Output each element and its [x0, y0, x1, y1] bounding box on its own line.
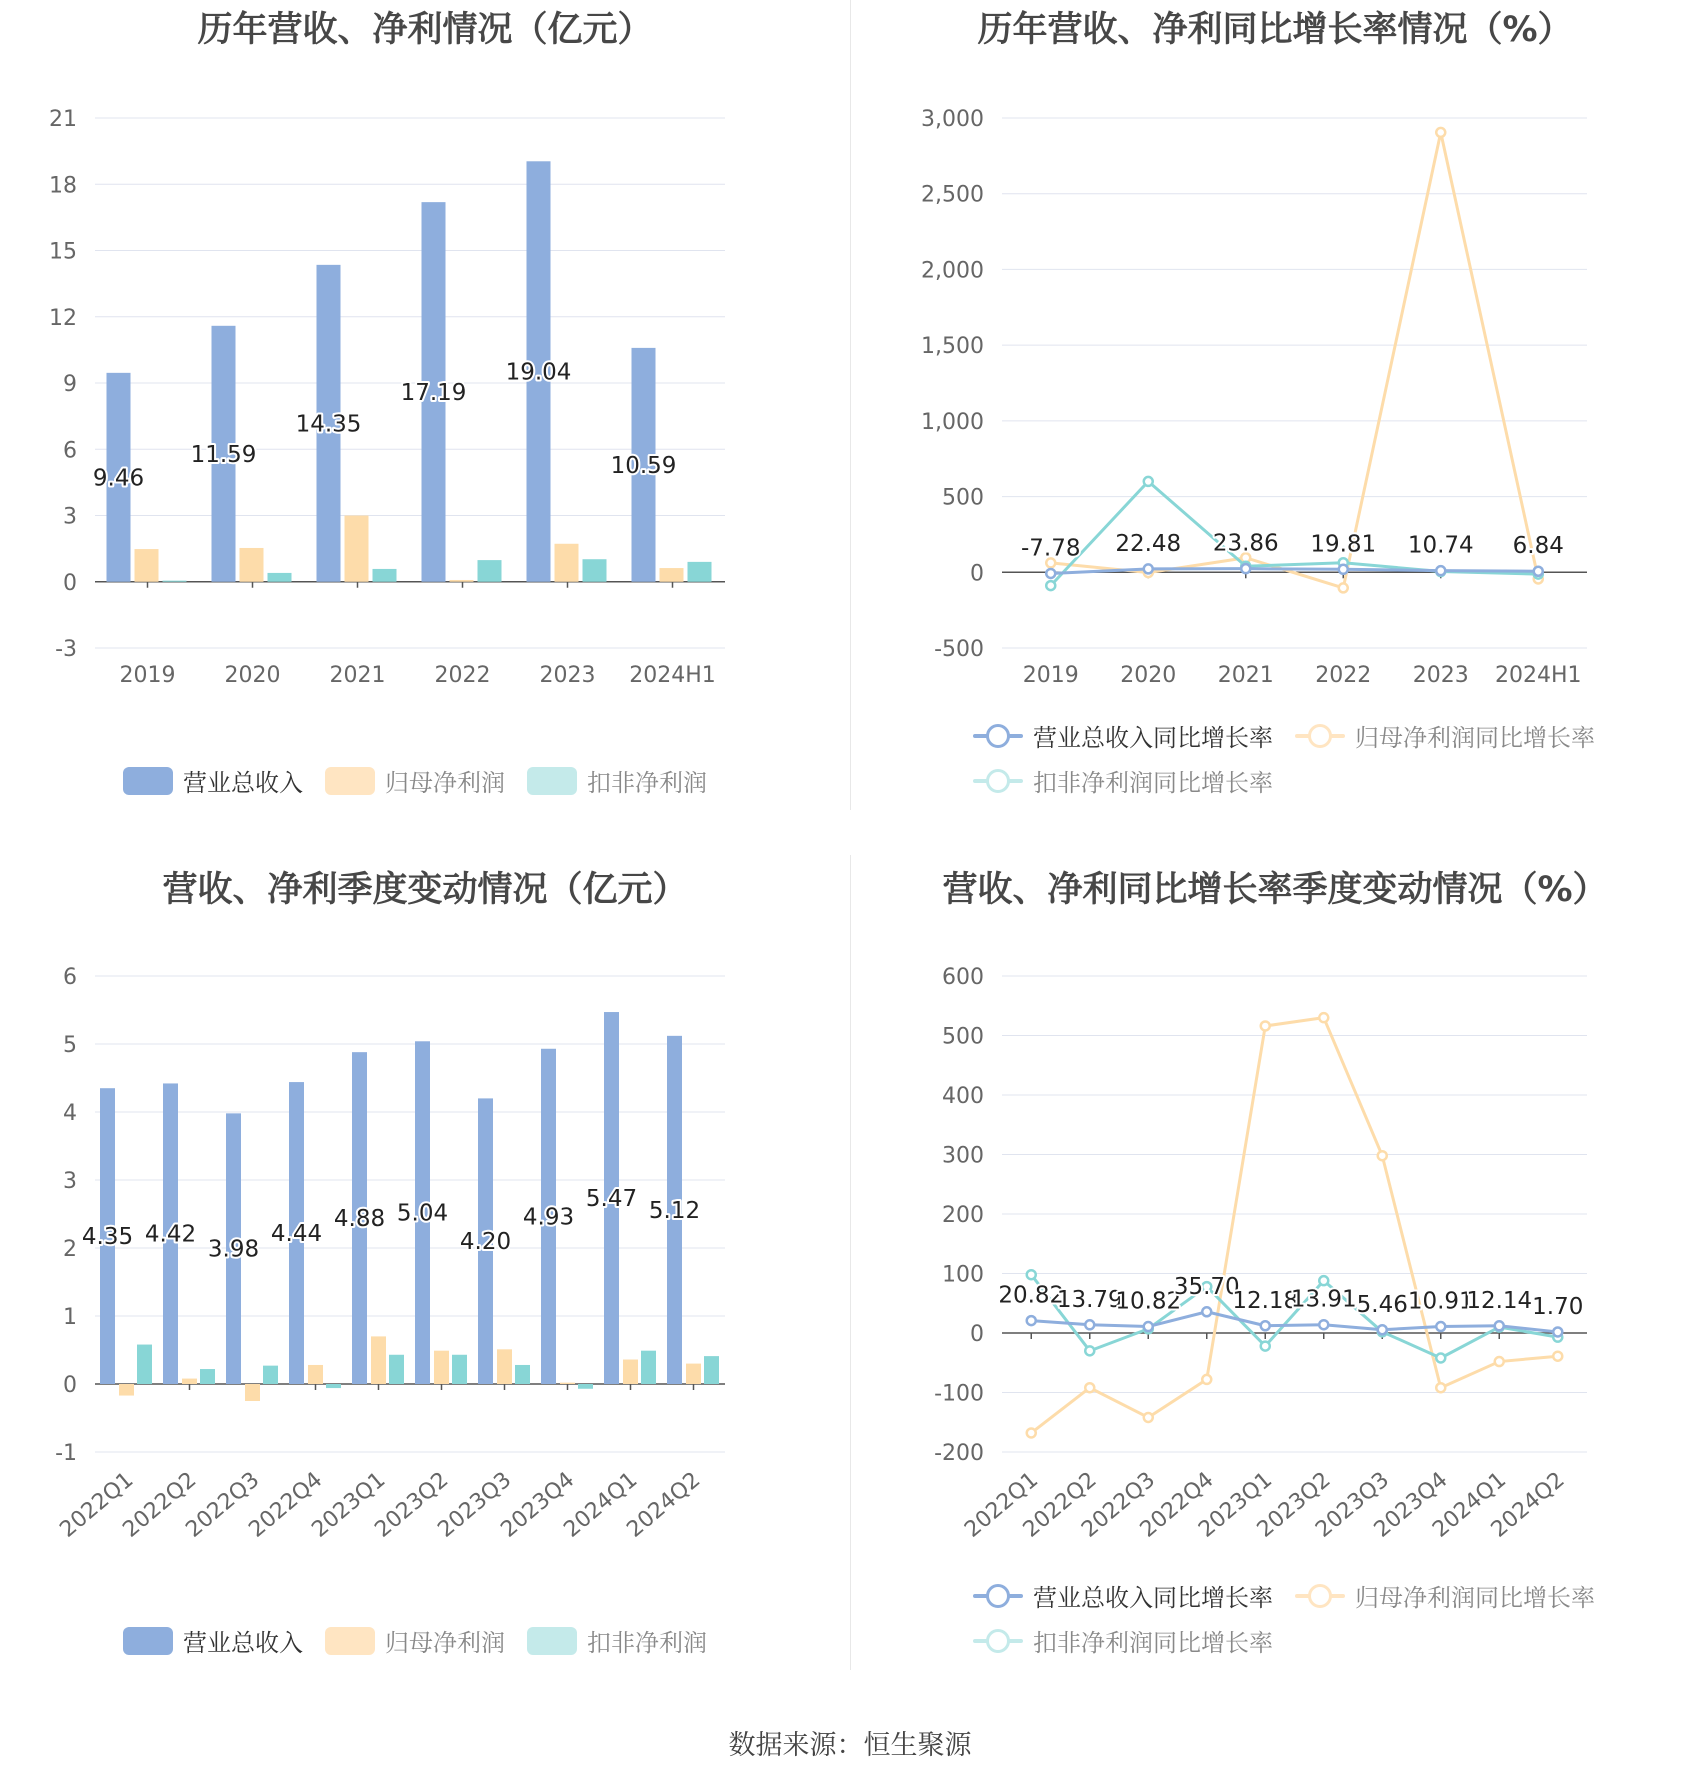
bar-deducted-profit	[704, 1356, 719, 1384]
vertical-divider	[850, 855, 851, 1670]
legend-swatch	[1295, 722, 1345, 750]
annual-growth-panel	[850, 0, 1700, 800]
data-point	[1495, 1321, 1504, 1330]
data-point	[1319, 1276, 1328, 1285]
data-point	[1085, 1320, 1094, 1329]
bar-net-profit	[245, 1384, 260, 1401]
y-tick-label: 200	[942, 1203, 984, 1228]
legend-item-revenue-growth[interactable]	[973, 1578, 1273, 1613]
data-label: 10.82	[1115, 1288, 1182, 1315]
data-label: 14.35	[295, 411, 362, 438]
legend-swatch	[527, 1627, 577, 1655]
x-tick-label: 2019	[119, 663, 176, 688]
y-tick-label: 2,500	[921, 182, 984, 208]
data-label: 9.46	[92, 465, 145, 492]
y-tick-label: 6	[63, 965, 77, 990]
x-tick-label: 2022Q2	[1018, 1467, 1102, 1543]
data-point	[1553, 1327, 1562, 1336]
legend-swatch	[527, 767, 577, 795]
data-label: -7.78	[1020, 535, 1081, 562]
x-tick-label: 2022Q3	[181, 1467, 265, 1543]
data-point	[1144, 1322, 1153, 1331]
x-tick-label: 2024H1	[1494, 663, 1582, 688]
bar-deducted-profit	[578, 1384, 593, 1389]
x-tick-label: 2023Q3	[433, 1467, 517, 1543]
data-point	[1339, 565, 1348, 574]
data-label: 20.82	[998, 1282, 1065, 1309]
legend-swatch	[973, 1627, 1023, 1655]
data-label: 3.98	[207, 1236, 260, 1263]
chart-title: 历年营收、净利情况（亿元）	[197, 10, 653, 50]
legend-label: 营业总收入同比增长率	[1033, 1584, 1273, 1612]
y-tick-label: 400	[942, 1084, 984, 1109]
data-label: 4.88	[333, 1206, 386, 1233]
data-point	[1319, 1320, 1328, 1329]
bar-deducted-profit	[389, 1355, 404, 1384]
legend-label: 扣非净利润同比增长率	[1033, 769, 1273, 797]
legend-item-deducted-profit-growth[interactable]	[973, 763, 1273, 798]
y-tick-label: 500	[942, 485, 984, 511]
data-point	[1436, 1383, 1445, 1392]
legend-label: 归母净利润同比增长率	[1355, 1584, 1595, 1612]
x-tick-label: 2023Q1	[1194, 1467, 1278, 1543]
data-point	[1144, 564, 1153, 573]
data-point	[1027, 1316, 1036, 1325]
data-point	[1027, 1270, 1036, 1279]
chart-title: 营收、净利季度变动情况（亿元）	[162, 870, 688, 910]
bar-deducted-profit	[268, 573, 292, 582]
y-tick-label: 1,000	[921, 409, 984, 435]
x-tick-label: 2022Q4	[1135, 1467, 1219, 1543]
y-tick-label: 18	[49, 173, 77, 199]
data-label: 35.70	[1173, 1273, 1240, 1300]
legend-item-net-profit[interactable]	[325, 763, 505, 798]
x-tick-label: 2022Q4	[244, 1467, 328, 1543]
y-tick-label: 0	[63, 1373, 77, 1398]
bar-net-profit	[434, 1351, 449, 1384]
bar-deducted-profit	[478, 560, 502, 582]
data-label: 19.81	[1310, 531, 1377, 558]
data-label: 12.18	[1232, 1287, 1299, 1314]
chart-title: 营收、净利同比增长率季度变动情况（%）	[942, 870, 1608, 910]
y-tick-label: 0	[970, 1322, 984, 1347]
y-tick-label: 3	[63, 1169, 77, 1194]
bar-deducted-profit	[641, 1351, 656, 1384]
vertical-divider	[850, 0, 851, 810]
bar-deducted-profit	[263, 1366, 278, 1384]
y-tick-label: -1	[55, 1441, 77, 1466]
legend-label: 扣非净利润	[587, 769, 707, 797]
data-point	[1495, 1357, 1504, 1366]
bar-net-profit	[450, 580, 474, 582]
legend-swatch	[123, 1627, 173, 1655]
data-label: 13.91	[1290, 1286, 1357, 1313]
x-tick-label: 2024Q1	[1428, 1467, 1512, 1543]
y-tick-label: 6	[63, 438, 77, 464]
series-line-net-profit-growth	[1031, 1018, 1558, 1433]
data-label: 5.47	[585, 1186, 638, 1213]
legend-label: 归母净利润	[385, 1629, 505, 1657]
bar-deducted-profit	[326, 1384, 341, 1388]
y-tick-label: 100	[942, 1262, 984, 1288]
y-tick-label: 1,500	[921, 334, 984, 360]
legend-swatch	[973, 1582, 1023, 1610]
y-tick-label: -500	[934, 637, 984, 662]
data-label: 4.42	[144, 1221, 197, 1248]
y-tick-label: 15	[49, 239, 77, 265]
data-label: 12.14	[1466, 1287, 1533, 1314]
y-tick-label: 5	[63, 1033, 77, 1058]
legend-item-deducted-profit-growth[interactable]	[973, 1623, 1273, 1658]
x-tick-label: 2023Q1	[307, 1467, 391, 1543]
data-point	[1261, 1342, 1270, 1351]
x-tick-label: 2022Q1	[55, 1467, 139, 1543]
legend-swatch	[325, 1627, 375, 1655]
x-tick-label: 2020	[224, 663, 281, 688]
data-label: 4.20	[459, 1229, 512, 1256]
data-point	[1261, 1021, 1270, 1030]
bar-net-profit	[555, 544, 579, 582]
legend-label: 扣非净利润	[587, 1629, 707, 1657]
quarterly-growth-panel	[850, 860, 1700, 1670]
data-point	[1553, 1352, 1562, 1361]
legend-item-net-profit-growth[interactable]	[1295, 1578, 1595, 1613]
y-tick-label: -100	[934, 1381, 984, 1407]
legend-item-revenue[interactable]	[123, 1623, 303, 1658]
legend-swatch	[123, 767, 173, 795]
legend-label: 营业总收入	[183, 769, 303, 797]
x-tick-label: 2023Q4	[1369, 1467, 1453, 1543]
y-tick-label: 12	[49, 305, 77, 331]
data-label: 4.35	[81, 1224, 134, 1251]
data-label: 5.46	[1356, 1291, 1408, 1318]
data-point	[1534, 567, 1543, 576]
bar-net-profit	[660, 568, 684, 582]
bar-net-profit	[135, 549, 159, 582]
x-tick-label: 2024H1	[629, 663, 716, 688]
bar-deducted-profit	[452, 1355, 467, 1384]
x-tick-label: 2019	[1022, 663, 1079, 688]
legend-item-revenue[interactable]	[123, 763, 303, 798]
legend-label: 扣非净利润同比增长率	[1033, 1629, 1273, 1657]
data-point	[1436, 1322, 1445, 1331]
data-label: 11.59	[190, 441, 257, 468]
data-point	[1144, 477, 1153, 486]
data-point	[1202, 1375, 1211, 1384]
x-tick-label: 2022	[434, 663, 491, 688]
series-line-net-profit-growth	[1051, 132, 1539, 587]
data-point	[1085, 1346, 1094, 1355]
y-tick-label: 3,000	[921, 107, 984, 132]
data-label: 4.93	[522, 1204, 575, 1231]
bar-net-profit	[371, 1336, 386, 1384]
bar-net-profit	[686, 1364, 701, 1384]
y-tick-label: 2,000	[921, 258, 984, 284]
bar-deducted-profit	[137, 1345, 152, 1384]
x-tick-label: 2022Q3	[1077, 1467, 1161, 1543]
y-tick-label: 3	[63, 504, 77, 530]
legend-label: 营业总收入	[183, 1629, 303, 1657]
y-tick-label: 4	[63, 1101, 77, 1126]
y-tick-label: 1	[63, 1305, 77, 1330]
data-point	[1436, 566, 1445, 575]
legend-label: 归母净利润	[385, 769, 505, 797]
legend-item-revenue-growth[interactable]	[973, 718, 1273, 753]
data-point	[1378, 1151, 1387, 1160]
bar-deducted-profit	[200, 1369, 215, 1384]
x-tick-label: 2020	[1120, 663, 1177, 688]
legend-label: 营业总收入同比增长率	[1033, 724, 1273, 752]
y-tick-label: 300	[942, 1143, 984, 1169]
data-label: 22.48	[1115, 530, 1182, 557]
quarterly-bar-chart	[0, 860, 850, 1670]
data-label: 4.44	[270, 1221, 323, 1248]
y-tick-label: 9	[63, 372, 77, 397]
bar-net-profit	[182, 1379, 197, 1384]
bar-net-profit	[623, 1360, 638, 1384]
legend-swatch	[973, 767, 1023, 795]
legend-item-net-profit[interactable]	[325, 1623, 505, 1658]
x-tick-label: 2021	[1217, 663, 1274, 688]
y-tick-label: 500	[942, 1024, 984, 1050]
data-point	[1339, 583, 1348, 592]
y-tick-label: 21	[49, 107, 77, 132]
x-tick-label: 2022Q2	[118, 1467, 202, 1543]
bar-net-profit	[345, 516, 369, 582]
data-label: 5.04	[396, 1200, 449, 1227]
x-tick-label: 2023Q2	[370, 1467, 454, 1543]
data-point	[1261, 1321, 1270, 1330]
data-point	[1027, 1428, 1036, 1437]
x-tick-label: 2023Q2	[1252, 1467, 1336, 1543]
data-point	[1319, 1013, 1328, 1022]
x-tick-label: 2022Q1	[960, 1467, 1044, 1543]
data-point	[1436, 1353, 1445, 1362]
data-point	[1202, 1307, 1211, 1316]
legend-swatch	[325, 767, 375, 795]
bar-deducted-profit	[583, 559, 607, 582]
bar-deducted-profit	[373, 569, 397, 582]
data-point	[1144, 1413, 1153, 1422]
data-point	[1241, 564, 1250, 573]
y-tick-label: 0	[970, 561, 984, 587]
bar-net-profit	[497, 1349, 512, 1384]
bar-net-profit	[119, 1384, 134, 1396]
legend-swatch	[973, 722, 1023, 750]
data-point	[1378, 1325, 1387, 1334]
x-tick-label: 2024Q2	[622, 1467, 706, 1543]
quarterly-revenue-profit-panel	[0, 860, 850, 1670]
bar-net-profit	[308, 1365, 323, 1384]
x-tick-label: 2023	[539, 663, 596, 688]
y-tick-label: -200	[934, 1441, 984, 1466]
y-tick-label: 0	[63, 570, 77, 596]
x-tick-label: 2024Q1	[559, 1467, 643, 1543]
x-tick-label: 2023Q4	[496, 1467, 580, 1543]
data-point	[1085, 1383, 1094, 1392]
bar-net-profit	[240, 548, 264, 582]
x-tick-label: 2024Q2	[1486, 1467, 1570, 1543]
data-label: 17.19	[400, 379, 467, 406]
legend-swatch	[1295, 1582, 1345, 1610]
data-label: 5.12	[648, 1197, 701, 1224]
bar-deducted-profit	[688, 562, 712, 582]
data-label: 10.91	[1407, 1288, 1474, 1315]
y-tick-label: -3	[55, 637, 77, 662]
bar-deducted-profit	[163, 581, 187, 582]
data-point	[1436, 128, 1445, 137]
quarterly-growth-line-chart	[850, 860, 1700, 1670]
data-label: 6.84	[1512, 533, 1564, 560]
legend-item-net-profit-growth[interactable]	[1295, 718, 1595, 753]
data-label: 13.79	[1056, 1286, 1123, 1313]
data-source-footer: 数据来源：恒生聚源	[728, 1730, 972, 1761]
y-tick-label: 600	[942, 965, 984, 990]
data-label: 10.74	[1407, 532, 1474, 559]
chart-title: 历年营收、净利同比增长率情况（%）	[977, 10, 1573, 50]
legend-label: 归母净利润同比增长率	[1355, 724, 1595, 752]
legend-item-deducted-profit[interactable]	[527, 1623, 707, 1658]
x-tick-label: 2022	[1315, 663, 1372, 688]
data-label: 23.86	[1212, 530, 1279, 557]
bar-net-profit	[560, 1383, 575, 1384]
data-point	[1046, 569, 1055, 578]
bar-deducted-profit	[515, 1365, 530, 1384]
data-label: 1.70	[1532, 1293, 1584, 1320]
x-tick-label: 2023Q3	[1311, 1467, 1395, 1543]
data-point	[1046, 581, 1055, 590]
x-tick-label: 2023	[1412, 663, 1469, 688]
x-tick-label: 2021	[329, 663, 386, 688]
annual-revenue-profit-panel	[0, 0, 850, 800]
data-label: 10.59	[610, 452, 677, 479]
data-label: 19.04	[505, 359, 572, 386]
y-tick-label: 2	[63, 1237, 77, 1262]
legend-item-deducted-profit[interactable]	[527, 763, 707, 798]
annual-growth-line-chart	[850, 0, 1700, 800]
annual-bar-chart	[0, 0, 850, 800]
